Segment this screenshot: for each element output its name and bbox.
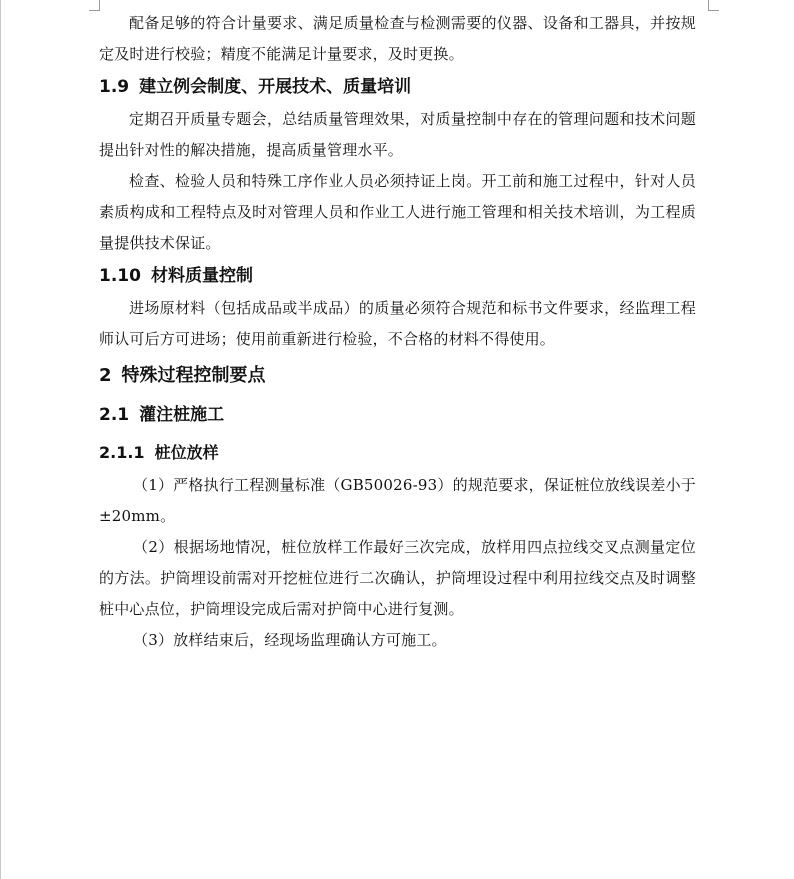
heading-2-1: [99, 403, 696, 427]
heading-title: 灌注桩施工: [139, 405, 225, 425]
heading-number: 1.10: [99, 266, 141, 286]
heading-title: 特殊过程控制要点: [121, 365, 266, 386]
heading-title: 建立例会制度、开展技术、质量培训: [139, 77, 412, 97]
page-left-edge: [0, 0, 1, 879]
paragraph-meetings: 定期召开质量专题会，总结质量管理效果，对质量控制中存在的管理问题和技术问题提出针对性的解决措施，提高质量管理水平。: [99, 110, 696, 159]
heading-title: 桩位放样: [154, 443, 219, 462]
heading-2-1-1: [99, 441, 696, 465]
heading-number: 2.1.1: [99, 443, 145, 462]
heading-2: [99, 363, 696, 389]
margin-corner-mark-right: [708, 0, 719, 11]
heading-number: 2: [99, 365, 112, 386]
heading-number: 1.9: [99, 77, 130, 97]
paragraph-materials: 进场原材料（包括成品或半成品）的质量必须符合规范和标书文件要求，经监理工程师认可后方可进场；使用前重新进行检验，不合格的材料不得使用。: [99, 299, 696, 348]
document-body: [99, 8, 696, 656]
heading-number: 2.1: [99, 405, 130, 425]
heading-1-9: [99, 75, 696, 99]
heading-title: 材料质量控制: [150, 266, 253, 286]
paragraph-step-3: （3）放样结束后，经现场监理确认方可施工。: [133, 631, 447, 649]
paragraph-step-1: （1）严格执行工程测量标准（GB50026-93）的规范要求，保证桩位放线误差小于±20mm。: [99, 476, 696, 525]
heading-1-10: [99, 264, 696, 288]
paragraph-step-2: （2）根据场地情况，桩位放样工作最好三次完成，放样用四点拉线交叉点测量定位的方法。护筒埋设前需对开挖桩位进行二次确认，护筒埋设过程中利用拉线交点及时调整桩中心点位，护筒埋设完成后需对护筒中心进行复测。: [99, 538, 696, 618]
paragraph-certification: 检查、检验人员和特殊工序作业人员必须持证上岗。开工前和施工过程中，针对人员素质构成和工程特点及时对管理人员和作业工人进行施工管理和相关技术培训，为工程质量提供技术保证。: [99, 172, 696, 252]
paragraph-instruments: 配备足够的符合计量要求、满足质量检查与检测需要的仪器、设备和工器具，并按规定及时进行校验；精度不能满足计量要求，及时更换。: [99, 14, 696, 63]
